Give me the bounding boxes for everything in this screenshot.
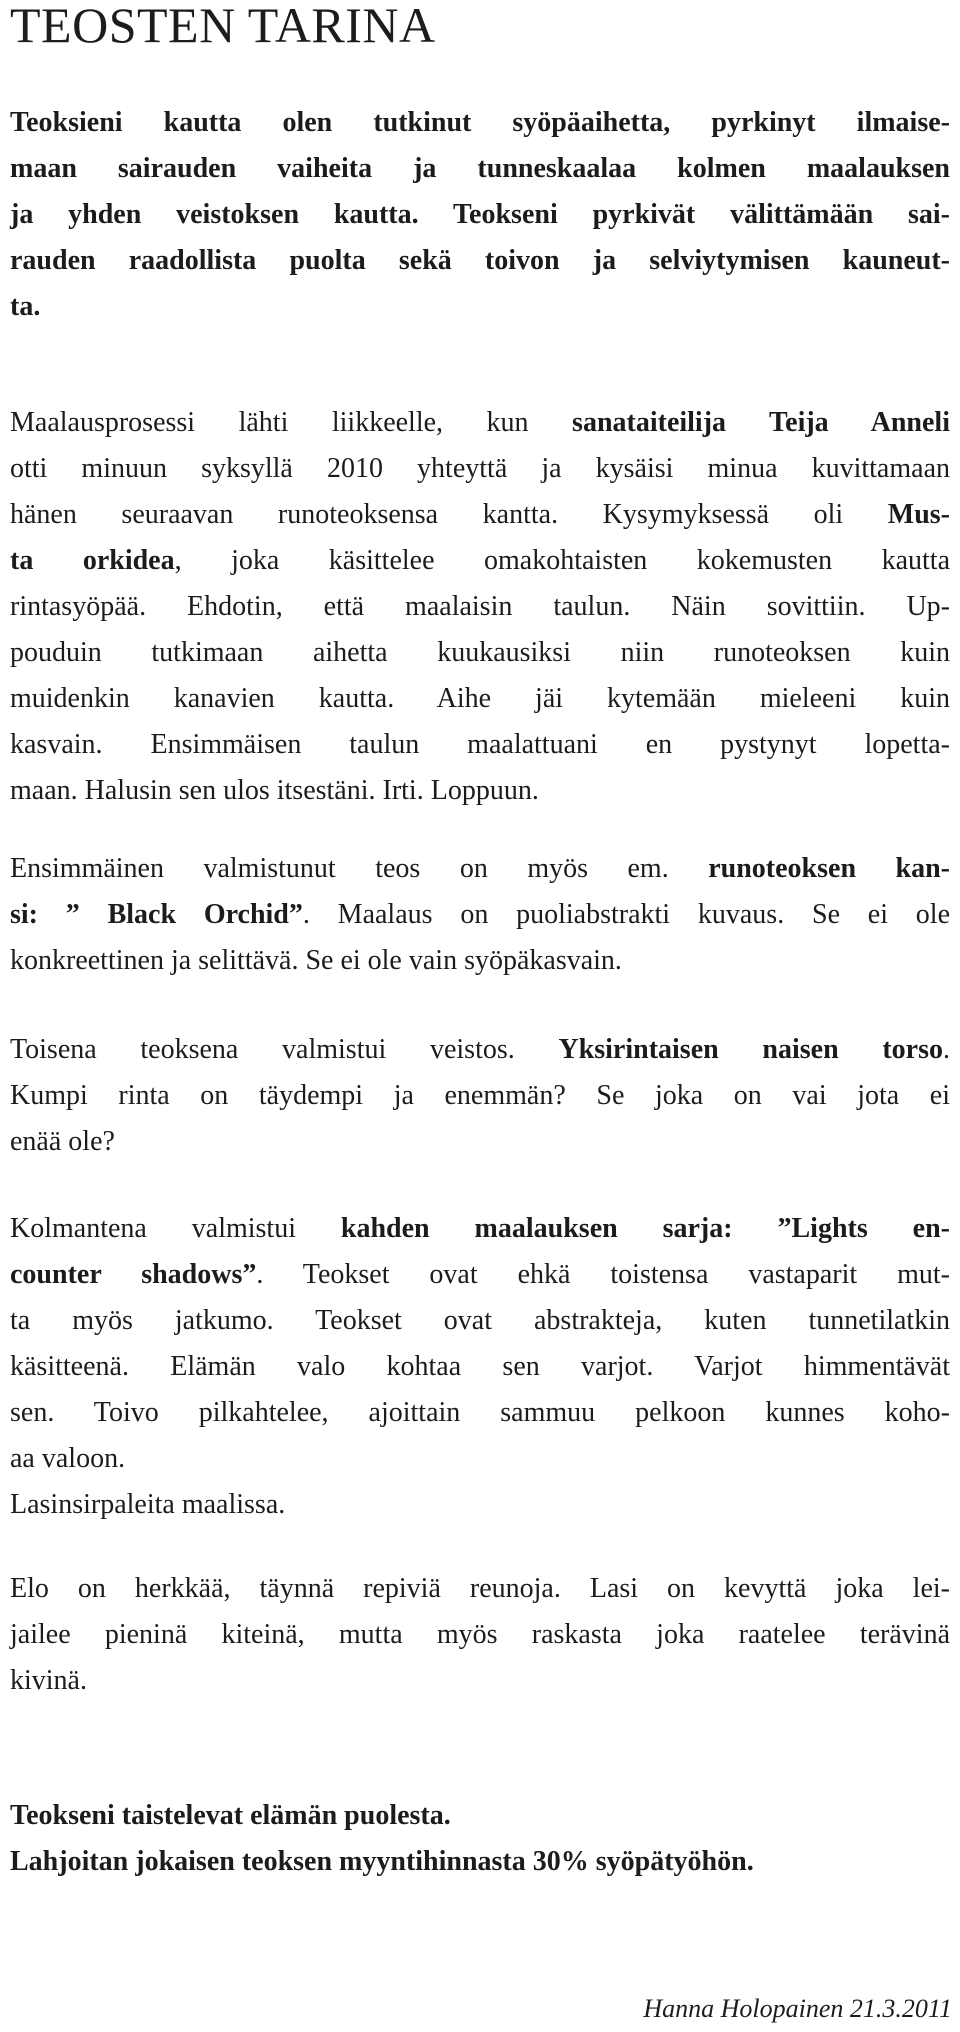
- third-work-line: [10, 1252, 950, 1298]
- process-line: rintasyöpää. Ehdotin, että maalaisin taulun. Näin sovittiin. Up-: [10, 591, 950, 622]
- work-title: kahden maalauksen sarja: ”Lights en-: [340, 1213, 950, 1244]
- closing-line: Teokseni taistelevat elämän puolesta.: [10, 1800, 451, 1831]
- life-line: jailee pieninä kiteinä, mutta myös raskasta joka raatelee terävinä: [10, 1619, 950, 1650]
- second-work-line: enää ole?: [10, 1126, 115, 1157]
- closing-paragraph: [10, 1793, 950, 1885]
- process-text: Maalausprosessi lähti liikkeelle, kun: [10, 407, 573, 438]
- first-work-line: [10, 846, 950, 892]
- closing-line: Lahjoitan jokaisen teoksen myyntihinnasta 30% syöpätyöhön.: [10, 1846, 754, 1877]
- third-work-line: ta myös jatkumo. Teokset ovat abstrakteja, kuten tunnetilatkin: [10, 1305, 950, 1336]
- work-title: runoteoksen kan-: [708, 853, 951, 884]
- third-work-line: sen. Toivo pilkahtelee, ajoittain sammuu pelkoon kunnes koho-: [10, 1397, 950, 1428]
- second-work-text: Toisena teoksena valmistui veistos.: [10, 1034, 559, 1065]
- process-line: pouduin tutkimaan aihetta kuukausiksi niin runoteoksen kuin: [10, 637, 950, 668]
- process-line: [10, 538, 950, 584]
- page-title: TEOSTEN TARINA: [10, 0, 436, 53]
- third-work-line: käsitteenä. Elämän valo kohtaa sen varjot. Varjot himmentävät: [10, 1351, 950, 1382]
- process-line: muidenkin kanavien kautta. Aihe jäi kytemään mieleeni kuin: [10, 683, 950, 714]
- intro-line: rauden raadollista puolta sekä toivon ja selviytymisen kauneut-: [10, 245, 950, 276]
- process-line: otti minuun syksyllä 2010 yhteyttä ja kysäisi minua kuvittamaan: [10, 453, 950, 484]
- first-work-line: konkreettinen ja selittävä. Se ei ole vain syöpäkasvain.: [10, 945, 622, 976]
- work-title: counter shadows”: [10, 1259, 257, 1290]
- intro-line: maan sairauden vaiheita ja tunneskaalaa kolmen maalauksen: [10, 153, 950, 184]
- life-line: Elo on herkkää, täynnä repiviä reunoja. Lasi on kevyttä joka lei-: [10, 1573, 950, 1604]
- work-title: Yksirintaisen naisen torso: [558, 1034, 943, 1065]
- intro-line: ta.: [10, 291, 41, 322]
- life-line: kivinä.: [10, 1665, 87, 1696]
- process-line: kasvain. Ensimmäisen taulun maalattuani en pystynyt lopetta-: [10, 729, 950, 760]
- third-work-line: Lasinsirpaleita maalissa.: [10, 1489, 286, 1520]
- intro-line: ja yhden veistoksen kautta. Teokseni pyrkivät välittämään sai-: [10, 199, 950, 230]
- third-work-line: aa valoon.: [10, 1443, 126, 1474]
- process-line: [10, 400, 950, 446]
- artist-name: sanataiteilija Teija Anneli: [572, 407, 950, 438]
- third-work-line: [10, 1206, 950, 1252]
- process-line: maan. Halusin sen ulos itsestäni. Irti. Loppuun.: [10, 775, 539, 806]
- first-work-paragraph: [10, 846, 950, 984]
- intro-paragraph: [10, 100, 950, 330]
- life-paragraph: [10, 1566, 950, 1704]
- second-work-line: [10, 1027, 950, 1073]
- book-title-part: Mus-: [887, 499, 950, 530]
- first-work-text: Ensimmäinen valmistunut teos on myös em.: [10, 853, 709, 884]
- first-work-text: . Maalaus on puoliabstrakti kuvaus. Se ei ole: [302, 899, 950, 930]
- second-work-paragraph: [10, 1027, 950, 1165]
- process-text: hänen seuraavan runoteoksensa kantta. Kysymyksessä oli: [10, 499, 888, 530]
- process-text: , joka käsittelee omakohtaisten kokemusten kautta: [174, 545, 950, 576]
- signature: Hanna Holopainen 21.3.2011: [643, 1994, 952, 2023]
- intro-line: Teoksieni kautta olen tutkinut syöpäaihetta, pyrkinyt ilmaise-: [10, 107, 950, 138]
- third-work-text: Kolmantena valmistui: [10, 1213, 341, 1244]
- work-title: si: ” Black Orchid”: [10, 899, 303, 930]
- second-work-line: Kumpi rinta on täydempi ja enemmän? Se joka on vai jota ei: [10, 1080, 950, 1111]
- third-work-paragraph: [10, 1206, 950, 1528]
- first-work-line: [10, 892, 950, 938]
- process-line: [10, 492, 950, 538]
- second-work-text: .: [943, 1034, 950, 1065]
- book-title-part: ta orkidea: [10, 545, 175, 576]
- third-work-text: . Teokset ovat ehkä toistensa vastaparit mut-: [256, 1259, 950, 1290]
- process-paragraph: [10, 400, 950, 814]
